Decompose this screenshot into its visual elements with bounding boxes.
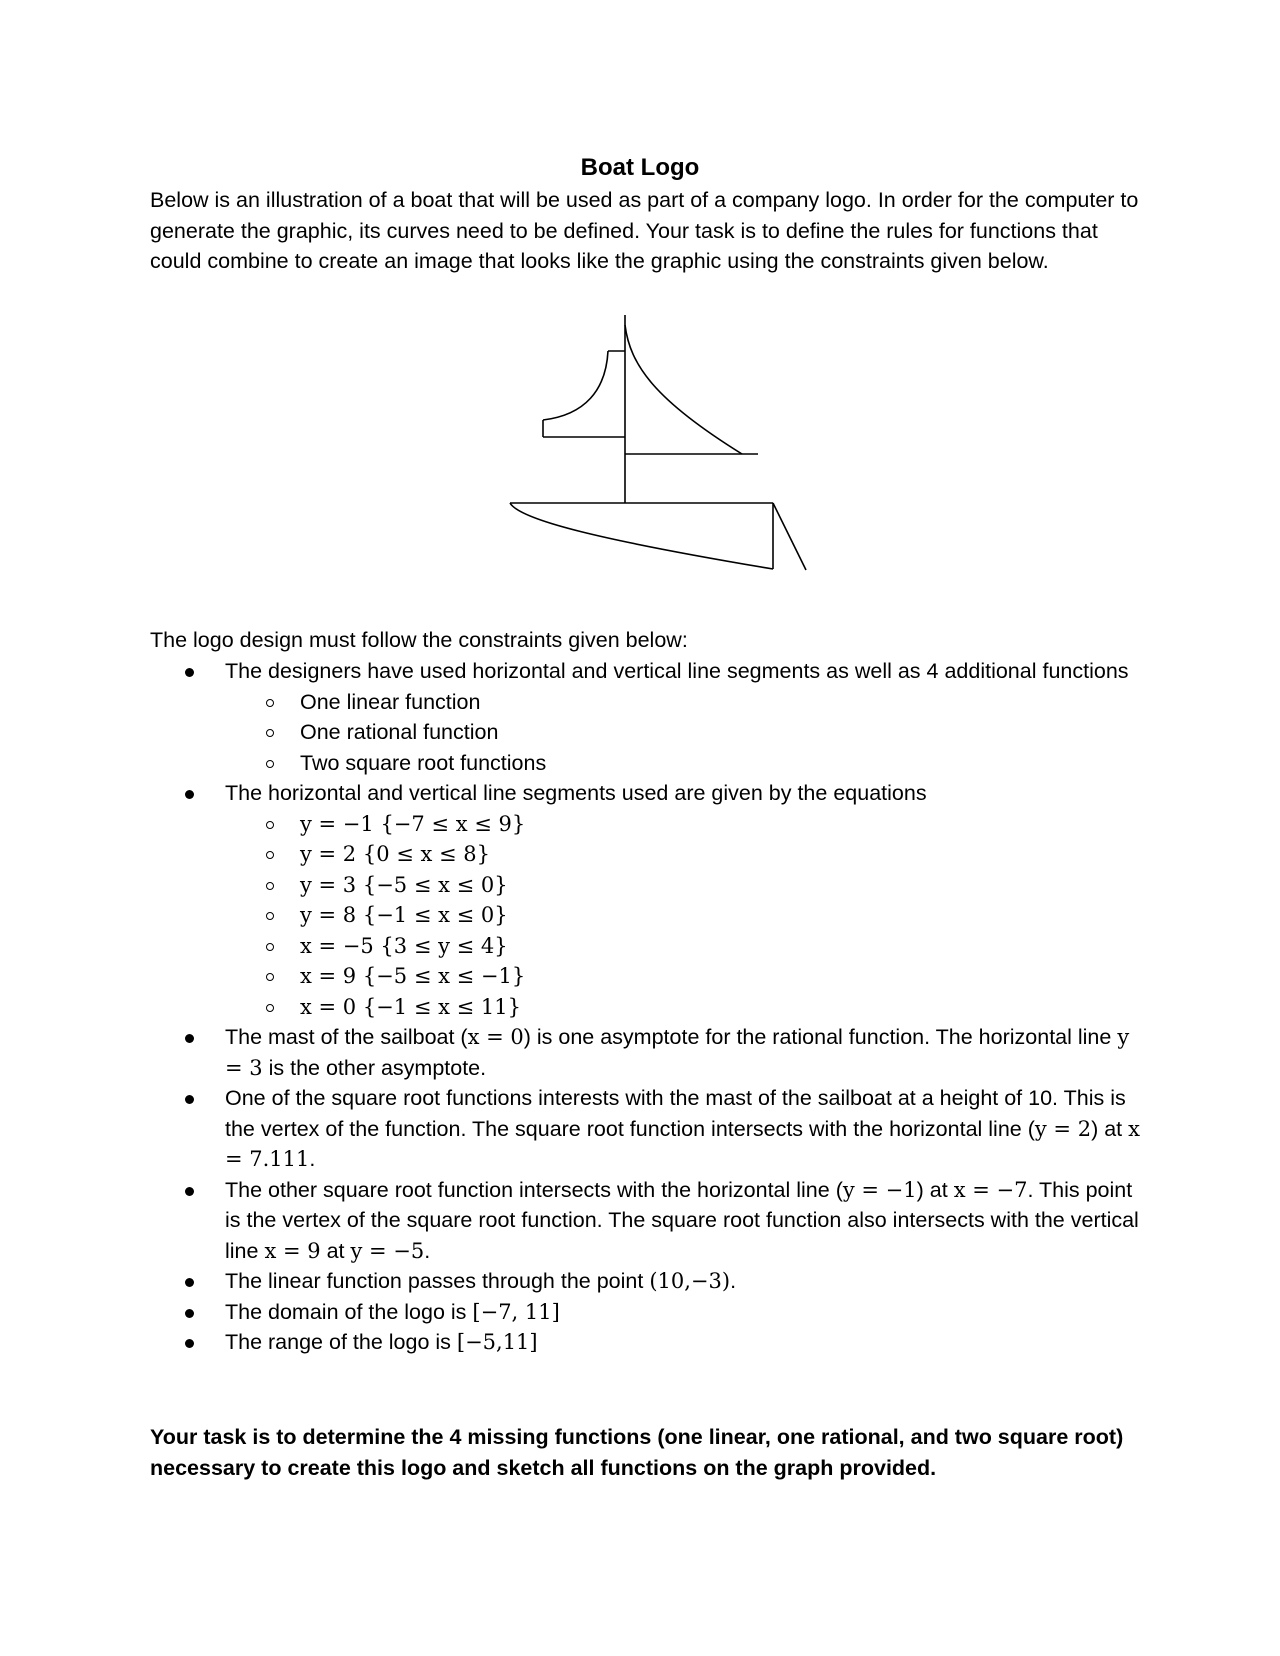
list-item: The other square root function intersects with the horizontal line (y = −1) at x = −7. This point is the vertex of the square root function. The square root function also intersects with the vertical line x = 9 at y = −5. bbox=[150, 1175, 1140, 1267]
equation-item: y = 2 {0 ≤ x ≤ 8} bbox=[150, 839, 1140, 870]
bullet-dot bbox=[185, 668, 194, 677]
boat-logo-drawing bbox=[480, 315, 840, 605]
bullet-circle bbox=[266, 882, 274, 890]
list-item: One of the square root functions interests with the mast of the sailboat at a height of 10. This is the vertex of the function. The square root function intersects with the horizontal line (y = 2) at x = 7.111. bbox=[150, 1083, 1140, 1175]
equation-item: x = −5 {3 ≤ y ≤ 4} bbox=[150, 931, 1140, 962]
bullet-circle bbox=[266, 729, 274, 737]
page-title: Boat Logo bbox=[580, 154, 700, 181]
bullet-dot bbox=[185, 1278, 194, 1287]
list-item: The mast of the sailboat (x = 0) is one asymptote for the rational function. The horizontal line y = 3 is the other asymptote. bbox=[150, 1022, 1140, 1083]
bullet-dot bbox=[185, 1309, 194, 1318]
list-item: The linear function passes through the point (10,−3). bbox=[150, 1266, 1140, 1297]
hull-sqrt-curve bbox=[510, 503, 773, 569]
equation-item: x = 0 {−1 ≤ x ≤ 11} bbox=[150, 992, 1140, 1023]
list-item: The range of the logo is [−5,11] bbox=[150, 1327, 1140, 1358]
boat-logo-figure bbox=[480, 315, 840, 605]
bullet-dot bbox=[185, 1034, 194, 1043]
bullet-circle bbox=[266, 912, 274, 920]
task-instructions: Your task is to determine the 4 missing functions (one linear, one rational, and two square root) necessary to create this logo and sketch all functions on the graph provided. bbox=[150, 1425, 1124, 1480]
bullet-dot bbox=[185, 1095, 194, 1104]
bullet-dot bbox=[185, 1339, 194, 1348]
sub-list-item: One rational function bbox=[150, 717, 1140, 748]
constraints-list bbox=[150, 656, 1140, 1358]
rational-curve bbox=[543, 351, 608, 420]
constraints-intro: The logo design must follow the constraints given below: bbox=[150, 628, 688, 652]
list-item: The designers have used horizontal and vertical line segments as well as 4 additional functions bbox=[150, 656, 1140, 687]
bullet-circle bbox=[266, 973, 274, 981]
bullet-dot bbox=[185, 790, 194, 799]
bullet-circle bbox=[266, 1004, 274, 1012]
list-item: The domain of the logo is [−7, 11] bbox=[150, 1297, 1140, 1328]
right-sail-sqrt-curve bbox=[625, 325, 742, 454]
bullet-circle bbox=[266, 851, 274, 859]
equation-item: y = −1 {−7 ≤ x ≤ 9} bbox=[150, 809, 1140, 840]
bullet-dot bbox=[185, 1187, 194, 1196]
bullet-circle bbox=[266, 943, 274, 951]
equation-item: y = 3 {−5 ≤ x ≤ 0} bbox=[150, 870, 1140, 901]
sub-list-item: One linear function bbox=[150, 687, 1140, 718]
equation-item: y = 8 {−1 ≤ x ≤ 0} bbox=[150, 900, 1140, 931]
bullet-circle bbox=[266, 821, 274, 829]
linear-function-line bbox=[773, 503, 806, 570]
bullet-circle bbox=[266, 760, 274, 768]
list-item: The horizontal and vertical line segments used are given by the equations bbox=[150, 778, 1140, 809]
equation-item: x = 9 {−5 ≤ x ≤ −1} bbox=[150, 961, 1140, 992]
sub-list-item: Two square root functions bbox=[150, 748, 1140, 779]
bullet-circle bbox=[266, 699, 274, 707]
intro-paragraph: Below is an illustration of a boat that will be used as part of a company logo. In order for the computer to generate the graphic, its curves need to be defined. Your task is to define the rules for functions that could combine to create an image that looks like the graphic using the constraints given below. bbox=[150, 188, 1139, 273]
